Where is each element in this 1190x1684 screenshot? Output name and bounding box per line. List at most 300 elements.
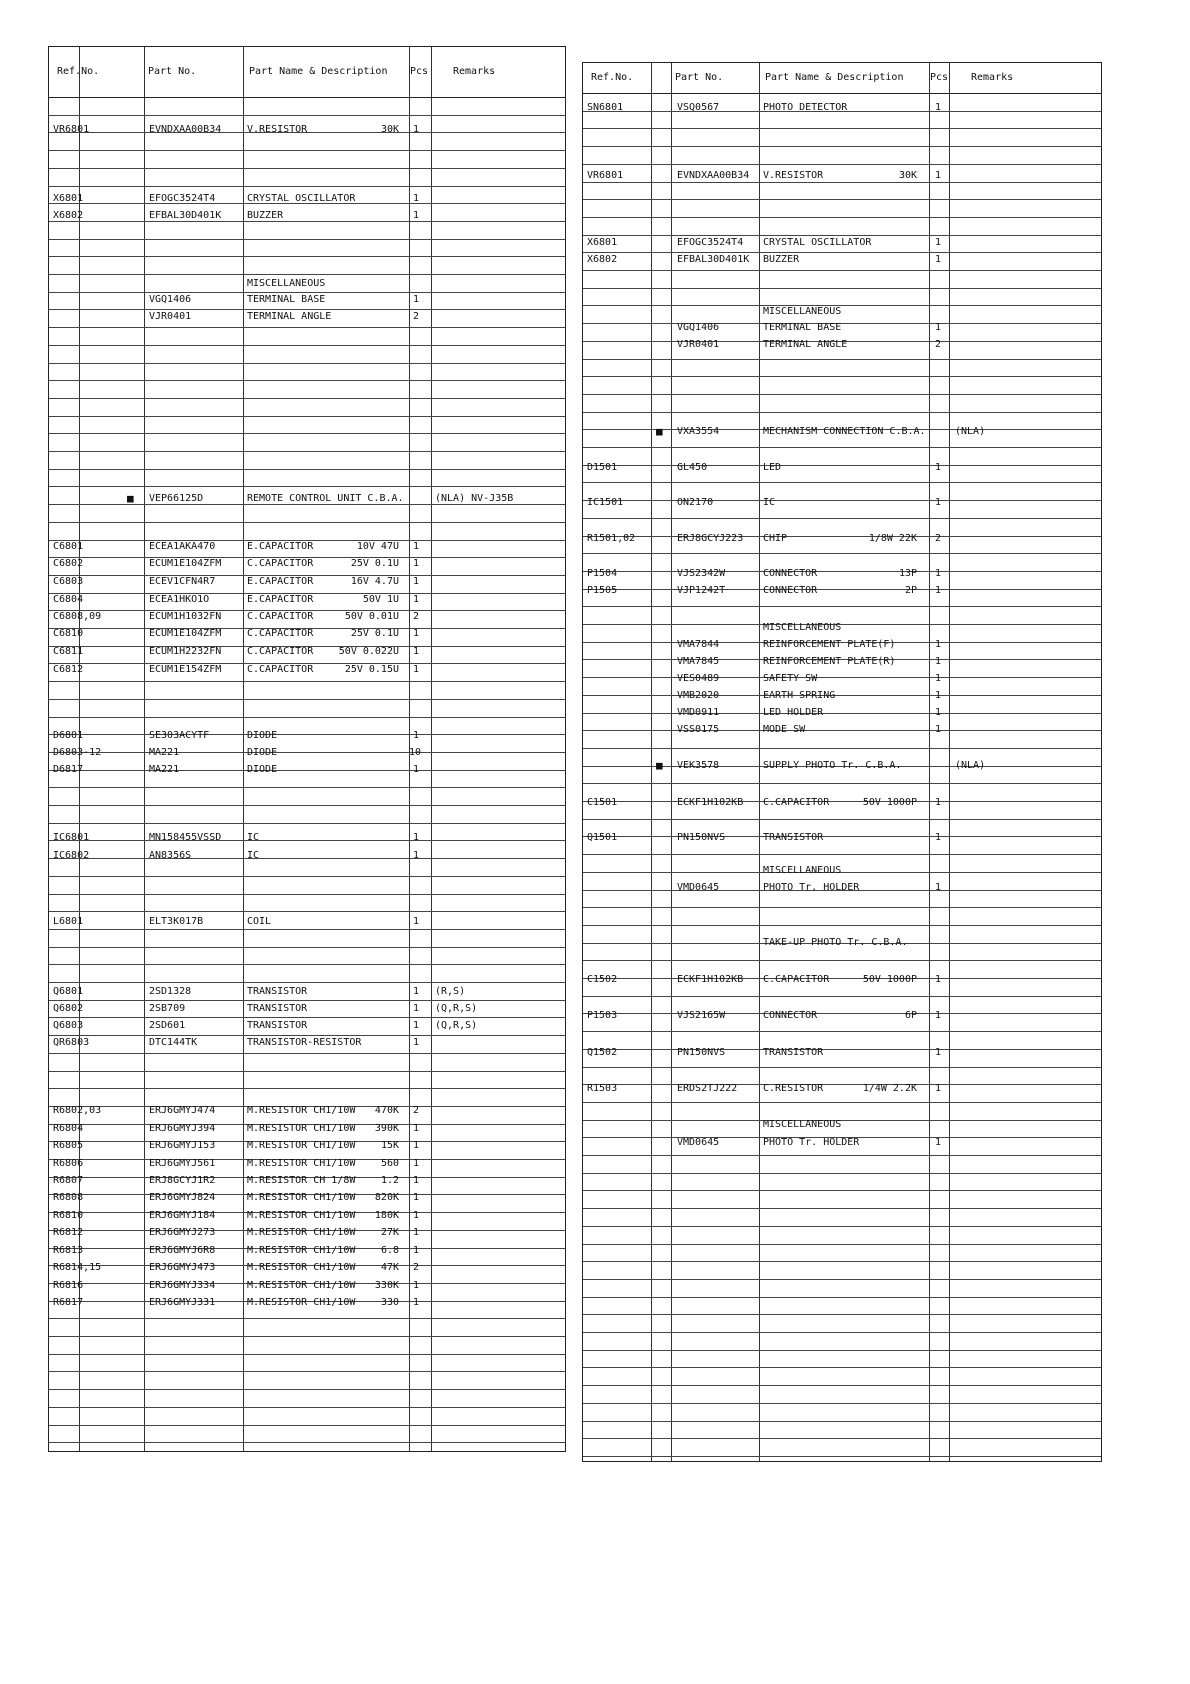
row-divider (583, 1332, 1101, 1333)
row-divider (583, 447, 1101, 448)
part-name-cell: E.CAPACITOR (247, 576, 314, 587)
ref-no-cell: QR6803 (53, 1037, 90, 1048)
row-divider (49, 699, 565, 700)
ref-no-cell: C1501 (587, 797, 618, 808)
right-parts-table (582, 62, 1102, 1462)
part-no-cell: ECEV1CFN4R7 (149, 576, 216, 587)
part-no-cell: ECUM1E154ZFM (149, 664, 222, 675)
table-row (49, 490, 565, 508)
row-divider (49, 1371, 565, 1372)
pcs-cell: 1 (935, 254, 942, 265)
part-no-cell: VGQ1406 (677, 322, 720, 333)
ref-no-cell: L6801 (53, 916, 84, 927)
part-name-cell: CONNECTOR (763, 568, 818, 579)
part-name-cell: TRANSISTOR-RESISTOR (247, 1037, 362, 1048)
row-divider (583, 128, 1101, 129)
part-value-cell: 47K (380, 1262, 399, 1273)
part-value-cell: 1/8W 22K (868, 533, 917, 544)
part-name-cell: BUZZER (763, 254, 800, 265)
pcs-cell: 1 (413, 1175, 420, 1186)
row-divider (49, 1407, 565, 1408)
row-divider (49, 1053, 565, 1054)
table-row (583, 423, 1101, 441)
part-no-cell: VJR0401 (149, 311, 192, 322)
table-row (49, 727, 565, 745)
part-name-cell: M.RESISTOR CH1/10W (247, 1158, 356, 1169)
pcs-cell: 1 (935, 690, 942, 701)
table-row (49, 661, 565, 679)
pcs-header: Pcs (930, 72, 949, 83)
part-no-cell: ERJ8GCYJ223 (677, 533, 744, 544)
part-name-cell: E.CAPACITOR (247, 594, 314, 605)
part-no-cell: VJP1242T (677, 585, 726, 596)
table-row (583, 757, 1101, 775)
pcs-cell: 1 (935, 673, 942, 684)
table-row (49, 608, 565, 626)
table-row (49, 190, 565, 208)
row-divider (49, 380, 565, 381)
part-name-cell: TERMINAL BASE (247, 294, 326, 305)
table-row (49, 291, 565, 309)
part-name-cell: TRANSISTOR (763, 1047, 824, 1058)
ref-no-cell: R6802,03 (53, 1105, 102, 1116)
row-divider (49, 186, 565, 187)
row-divider (49, 363, 565, 364)
row-divider (49, 1389, 565, 1390)
row-divider (49, 345, 565, 346)
part-name-cell: TRANSISTOR (247, 1003, 308, 1014)
row-divider (583, 1403, 1101, 1404)
part-value-cell: 1.2 (380, 1175, 399, 1186)
part-no-cell: 2SD601 (149, 1020, 186, 1031)
part-value-cell: 27K (380, 1227, 399, 1238)
part-name-cell: TRANSISTOR (247, 986, 308, 997)
pcs-cell: 1 (935, 102, 942, 113)
part-name-cell: SUPPLY PHOTO Tr. C.B.A. (763, 760, 902, 771)
row-divider (583, 518, 1101, 519)
ref-no-cell: R1503 (587, 1083, 618, 1094)
row-divider (49, 947, 565, 948)
row-divider (49, 1318, 565, 1319)
pcs-cell: 1 (413, 124, 420, 135)
part-name-cell: TRANSISTOR (247, 1020, 308, 1031)
table-row (49, 1207, 565, 1225)
table-row (583, 879, 1101, 897)
remarks-cell: (R,S) (435, 986, 466, 997)
part-no-cell: ECUM1E104ZFM (149, 628, 222, 639)
row-divider (49, 522, 565, 523)
left-parts-table (48, 46, 566, 1452)
table-row (49, 1189, 565, 1207)
part-name-cell: REINFORCEMENT PLATE(F) (763, 639, 896, 650)
part-no-cell: ECKF1H102KB (677, 797, 744, 808)
row-divider (49, 239, 565, 240)
table-row (583, 167, 1101, 185)
table-row (583, 1134, 1101, 1152)
row-divider (583, 1314, 1101, 1315)
pcs-cell: 1 (413, 294, 420, 305)
part-name-cell: REMOTE CONTROL UNIT C.B.A. (247, 493, 404, 504)
remarks-cell: (Q,R,S) (435, 1003, 478, 1014)
header-divider (583, 93, 1101, 94)
ref-no-cell: Q1501 (587, 832, 618, 843)
pcs-header: Pcs (410, 66, 429, 77)
table-row (49, 121, 565, 139)
ref-no-cell: R6814,15 (53, 1262, 102, 1273)
ref-no-cell: Q6801 (53, 986, 84, 997)
pcs-cell: 1 (935, 170, 942, 181)
pcs-cell: 1 (413, 1003, 420, 1014)
part-name-cell: C.CAPACITOR (247, 664, 314, 675)
table-row (49, 913, 565, 931)
ref-no-cell: R6805 (53, 1140, 84, 1151)
ref-no-cell: R6816 (53, 1280, 84, 1291)
part-name-cell: E.CAPACITOR (247, 541, 314, 552)
pcs-cell: 1 (935, 237, 942, 248)
ref-no-cell: C6802 (53, 558, 84, 569)
pcs-cell: 1 (413, 1297, 420, 1308)
part-no-cell: VEK3578 (677, 760, 720, 771)
pcs-cell: 1 (413, 1280, 420, 1291)
part-name-cell: TERMINAL ANGLE (247, 311, 332, 322)
row-divider (49, 256, 565, 257)
ref-no-cell: X6801 (587, 237, 618, 248)
part-name-cell: MISCELLANEOUS (763, 306, 842, 317)
pcs-cell: 1 (413, 1140, 420, 1151)
ref-no-cell: R6813 (53, 1245, 84, 1256)
part-name-cell: M.RESISTOR CH1/10W (247, 1245, 356, 1256)
ref-no-cell: D1501 (587, 462, 618, 473)
table-row (583, 459, 1101, 477)
part-name-cell: CRYSTAL OSCILLATOR (247, 193, 356, 204)
part-name-cell: LED HOLDER (763, 707, 824, 718)
remarks-header: Remarks (971, 72, 1014, 83)
table-row (49, 207, 565, 225)
part-no-cell: VJR0401 (677, 339, 720, 350)
ref-no-cell: Q6803 (53, 1020, 84, 1031)
part-name-cell: DIODE (247, 764, 278, 775)
ref-no-cell: C6808,09 (53, 611, 102, 622)
part-name-header: Part Name & Description (765, 72, 904, 83)
part-no-cell: ECKF1H102KB (677, 974, 744, 985)
part-no-cell: DTC144TK (149, 1037, 198, 1048)
part-no-cell: ERJ6GMYJ474 (149, 1105, 216, 1116)
part-no-cell: MA221 (149, 747, 180, 758)
part-value-cell: 2P (904, 585, 917, 596)
row-divider (49, 787, 565, 788)
ref-no-cell: X6801 (53, 193, 84, 204)
pcs-cell: 1 (935, 1010, 942, 1021)
table-row (583, 934, 1101, 952)
row-divider (583, 146, 1101, 147)
part-name-cell: LED (763, 462, 782, 473)
table-row (583, 829, 1101, 847)
part-name-cell: CONNECTOR (763, 1010, 818, 1021)
part-name-cell: DIODE (247, 730, 278, 741)
row-divider (583, 925, 1101, 926)
table-row (583, 862, 1101, 880)
row-divider (583, 1244, 1101, 1245)
part-name-cell: C.RESISTOR (763, 1083, 824, 1094)
pcs-cell: 1 (935, 1047, 942, 1058)
part-no-cell: 2SB709 (149, 1003, 186, 1014)
part-name-cell: DIODE (247, 747, 278, 758)
pcs-cell: 1 (413, 1158, 420, 1169)
pcs-cell: 1 (935, 832, 942, 843)
part-name-cell: C.CAPACITOR (763, 797, 830, 808)
part-value-cell: 25V 0.1U (350, 558, 399, 569)
table-row (583, 636, 1101, 654)
table-row (49, 1242, 565, 1260)
part-name-header: Part Name & Description (249, 66, 388, 77)
ref-no-cell: C6801 (53, 541, 84, 552)
pcs-cell: 1 (413, 1210, 420, 1221)
part-no-header: Part No. (148, 66, 197, 77)
ref-no-cell: P1505 (587, 585, 618, 596)
row-divider (49, 168, 565, 169)
part-no-cell: ERJ6GMYJ273 (149, 1227, 216, 1238)
row-divider (49, 681, 565, 682)
ref-no-cell: IC6801 (53, 832, 90, 843)
part-name-cell: PHOTO Tr. HOLDER (763, 1137, 860, 1148)
remarks-cell: (NLA) (955, 426, 986, 437)
part-no-cell: ECEA1AKA470 (149, 541, 216, 552)
pcs-cell: 1 (935, 322, 942, 333)
part-value-cell: 470K (374, 1105, 399, 1116)
row-divider (583, 819, 1101, 820)
row-divider (49, 823, 565, 824)
pcs-cell: 1 (413, 764, 420, 775)
part-value-cell: 50V 1U (362, 594, 399, 605)
part-name-cell: COIL (247, 916, 272, 927)
part-name-cell: M.RESISTOR CH1/10W (247, 1227, 356, 1238)
table-row (583, 582, 1101, 600)
part-value-cell: 50V 0.01U (344, 611, 399, 622)
part-name-cell: C.CAPACITOR (247, 558, 314, 569)
part-no-cell: ERJ6GMYJ334 (149, 1280, 216, 1291)
part-name-cell: MODE SW (763, 724, 806, 735)
ref-no-cell: R6806 (53, 1158, 84, 1169)
pcs-cell: 1 (413, 646, 420, 657)
ref-no-cell: C1502 (587, 974, 618, 985)
ref-no-cell: R6817 (53, 1297, 84, 1308)
row-divider (583, 394, 1101, 395)
part-name-cell: TERMINAL BASE (763, 322, 842, 333)
part-value-cell: 1/4W 2.2K (862, 1083, 917, 1094)
part-no-cell: VSS0175 (677, 724, 720, 735)
part-value-cell: 25V 0.1U (350, 628, 399, 639)
part-no-cell: MA221 (149, 764, 180, 775)
remarks-cell: (Q,R,S) (435, 1020, 478, 1031)
part-value-cell: 30K (898, 170, 917, 181)
part-no-cell: EFOGC3524T4 (149, 193, 216, 204)
pcs-cell: 1 (935, 797, 942, 808)
part-no-cell: ERJ6GMYJ6R8 (149, 1245, 216, 1256)
pcs-cell: 1 (935, 497, 942, 508)
table-row (49, 1277, 565, 1295)
table-row (583, 687, 1101, 705)
part-name-cell: C.CAPACITOR (247, 628, 314, 639)
part-no-cell: VGQ1406 (149, 294, 192, 305)
pcs-cell: 1 (413, 850, 420, 861)
pcs-cell: 1 (413, 594, 420, 605)
ref-no-cell: R6808 (53, 1192, 84, 1203)
part-value-cell: 15K (380, 1140, 399, 1151)
part-no-cell: ON2170 (677, 497, 714, 508)
part-no-cell: SE303ACYTF (149, 730, 210, 741)
part-no-header: Part No. (675, 72, 724, 83)
table-row (49, 983, 565, 1001)
table-row (49, 1034, 565, 1052)
table-row (583, 565, 1101, 583)
row-divider (49, 894, 565, 895)
pcs-cell: 1 (935, 639, 942, 650)
part-name-cell: C.CAPACITOR (763, 974, 830, 985)
ref-no-cell: X6802 (587, 254, 618, 265)
table-row (49, 308, 565, 326)
part-name-cell: V.RESISTOR (247, 124, 308, 135)
ref-no-cell: VR6801 (53, 124, 90, 135)
row-divider (49, 451, 565, 452)
pcs-cell: 1 (413, 558, 420, 569)
row-divider (49, 1425, 565, 1426)
row-divider (49, 1088, 565, 1089)
row-divider (583, 1297, 1101, 1298)
part-name-cell: PHOTO DETECTOR (763, 102, 848, 113)
part-name-cell: M.RESISTOR CH1/10W (247, 1140, 356, 1151)
table-row (49, 1172, 565, 1190)
table-row (583, 530, 1101, 548)
part-name-cell: SAFETY SW (763, 673, 818, 684)
row-divider (583, 376, 1101, 377)
ref-no-cell: C6804 (53, 594, 84, 605)
part-no-cell: EVNDXAA00B34 (149, 124, 222, 135)
part-no-cell: VXA3554 (677, 426, 720, 437)
part-no-cell: ERJ6GMYJ331 (149, 1297, 216, 1308)
ref-no-cell: C6811 (53, 646, 84, 657)
row-divider (49, 1442, 565, 1443)
table-row (583, 319, 1101, 337)
part-value-cell: 6P (904, 1010, 917, 1021)
table-row (49, 1224, 565, 1242)
pcs-cell: 1 (413, 730, 420, 741)
part-no-cell: GL450 (677, 462, 708, 473)
row-divider (583, 1261, 1101, 1262)
part-name-cell: MECHANISM CONNECTION C.B.A. (763, 426, 926, 437)
part-name-cell: M.RESISTOR CH1/10W (247, 1280, 356, 1291)
part-no-cell: ECUM1E104ZFM (149, 558, 222, 569)
ref-no-cell: R6804 (53, 1123, 84, 1134)
part-name-cell: M.RESISTOR CH1/10W (247, 1123, 356, 1134)
remarks-header: Remarks (453, 66, 496, 77)
table-row (583, 234, 1101, 252)
row-divider (583, 164, 1101, 165)
pcs-cell: 1 (413, 1037, 420, 1048)
row-divider (49, 398, 565, 399)
pcs-cell: 1 (935, 1137, 942, 1148)
row-divider (583, 1456, 1101, 1457)
row-divider (583, 960, 1101, 961)
part-value-cell: 50V 1000P (862, 974, 917, 985)
part-name-cell: IC (247, 850, 260, 861)
part-name-cell: PHOTO Tr. HOLDER (763, 882, 860, 893)
row-divider (583, 1350, 1101, 1351)
table-row (583, 670, 1101, 688)
part-name-cell: TAKE-UP PHOTO Tr. C.B.A. (763, 937, 908, 948)
pcs-cell: 1 (413, 193, 420, 204)
table-row (583, 251, 1101, 269)
pcs-cell: 1 (413, 1227, 420, 1238)
pcs-cell: 1 (413, 1123, 420, 1134)
part-no-cell: EFBAL30D401K (149, 210, 222, 221)
part-no-cell: ECEA1HKO1O (149, 594, 210, 605)
header-divider (49, 97, 565, 98)
new-part-mark: ■ (656, 425, 663, 438)
row-divider (583, 482, 1101, 483)
part-no-cell: VJS2165W (677, 1010, 726, 1021)
row-divider (49, 1071, 565, 1072)
table-row (49, 829, 565, 847)
part-name-cell: M.RESISTOR CH1/10W (247, 1210, 356, 1221)
row-divider (49, 150, 565, 151)
ref-no-cell: R6807 (53, 1175, 84, 1186)
row-divider (583, 1155, 1101, 1156)
ref-no-cell: SN6801 (587, 102, 624, 113)
part-no-cell: ERJ6GMYJ824 (149, 1192, 216, 1203)
part-no-cell: VMA7844 (677, 639, 720, 650)
part-value-cell: 6.8 (380, 1245, 399, 1256)
part-name-cell: M.RESISTOR CH 1/8W (247, 1175, 356, 1186)
part-value-cell: 25V 0.15U (344, 664, 399, 675)
pcs-cell: 2 (413, 1105, 420, 1116)
part-name-cell: C.CAPACITOR (247, 611, 314, 622)
pcs-cell: 1 (413, 916, 420, 927)
part-name-cell: TERMINAL ANGLE (763, 339, 848, 350)
row-divider (583, 1438, 1101, 1439)
table-row (583, 971, 1101, 989)
part-name-cell: EARTH SPRING (763, 690, 836, 701)
pcs-cell: 2 (935, 533, 942, 544)
part-no-cell: VEP66125D (149, 493, 204, 504)
table-row (49, 744, 565, 762)
row-divider (583, 288, 1101, 289)
pcs-cell: 2 (935, 339, 942, 350)
pcs-cell: 2 (413, 611, 420, 622)
table-row (49, 1120, 565, 1138)
table-row (583, 653, 1101, 671)
part-value-cell: 50V 1000P (862, 797, 917, 808)
part-value-cell: 560 (380, 1158, 399, 1169)
part-name-cell: MISCELLANEOUS (763, 865, 842, 876)
pcs-cell: 1 (413, 1020, 420, 1031)
part-name-cell: M.RESISTOR CH1/10W (247, 1105, 356, 1116)
part-no-cell: ECUM1H1032FN (149, 611, 222, 622)
ref-no-cell: P1503 (587, 1010, 618, 1021)
part-value-cell: 13P (898, 568, 917, 579)
table-row (583, 619, 1101, 637)
pcs-cell: 1 (413, 832, 420, 843)
pcs-cell: 1 (413, 986, 420, 997)
ref-no-cell: R6812 (53, 1227, 84, 1238)
pcs-cell: 1 (935, 585, 942, 596)
ref-no-cell: C6803 (53, 576, 84, 587)
ref-no-cell: D6817 (53, 764, 84, 775)
table-row (49, 1294, 565, 1312)
remarks-cell: (NLA) (955, 760, 986, 771)
part-no-cell: EFBAL30D401K (677, 254, 750, 265)
table-row (49, 1155, 565, 1173)
table-row (583, 1116, 1101, 1134)
